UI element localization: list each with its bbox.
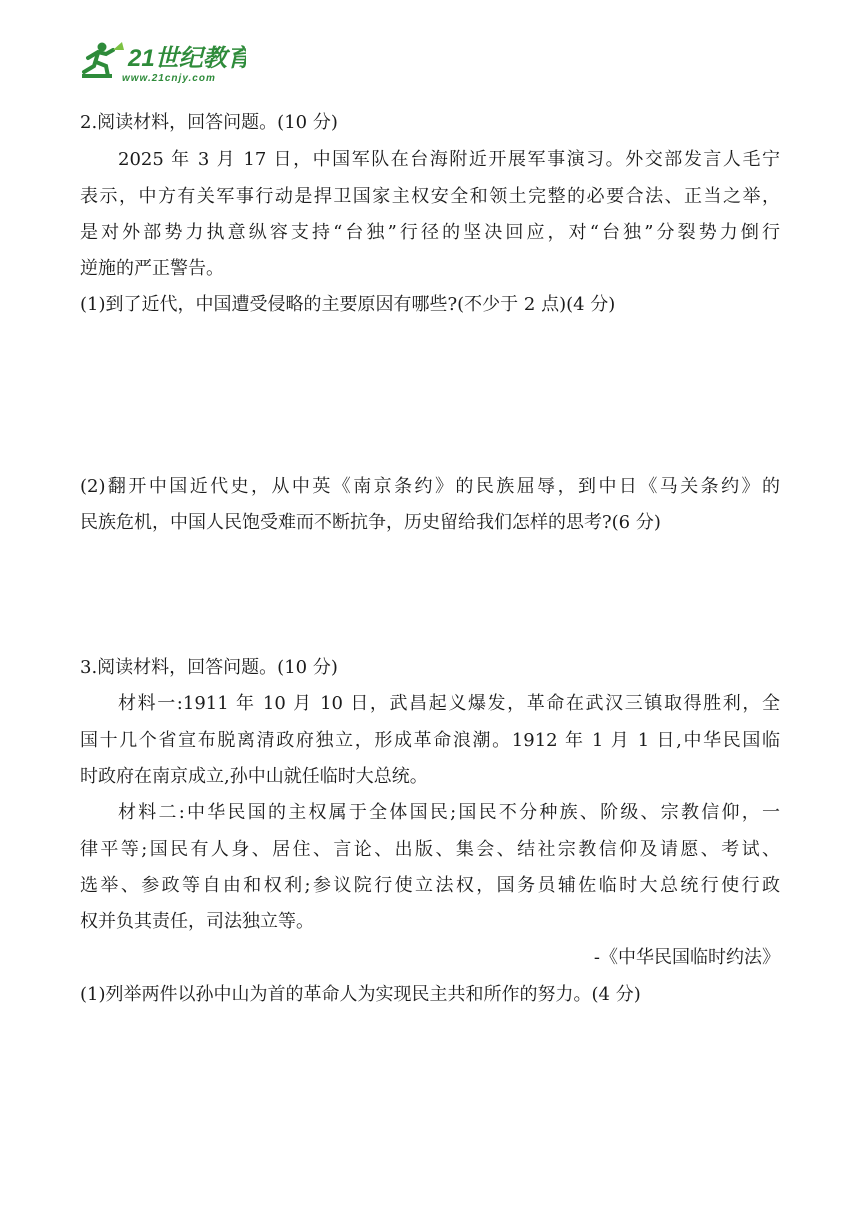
q3-material2-line: 律平等;国民有人身、居住、言论、出版、集会、结社宗教信仰及请愿、考试、: [80, 839, 780, 860]
logo-graphic: [78, 38, 246, 84]
site-logo: [78, 38, 246, 84]
q3-material2-line: 权并负其责任，司法独立等。: [80, 911, 314, 932]
logo-brand-text: 21世纪教育: [128, 45, 246, 72]
q3-material1-line: 时政府在南京成立,孙中山就任临时大总统。: [80, 766, 428, 787]
q3-material2-line: 材料二:中华民国的主权属于全体国民;国民不分种族、阶级、宗教信仰，一: [118, 802, 780, 823]
q3-subquestion-1: (1)列举两件以孙中山为首的革命人为实现民主共和所作的努力。(4 分): [80, 984, 641, 1005]
q2-heading: 2.阅读材料，回答问题。(10 分): [80, 112, 338, 133]
q2-subquestion-1: (1)到了近代，中国遭受侵略的主要原因有哪些?(不少于 2 点)(4 分): [80, 294, 616, 315]
q3-source-citation: -《中华民国临时约法》: [593, 947, 780, 968]
q2-subquestion-2-line: 民族危机，中国人民饱受难而不断抗争，历史留给我们怎样的思考?(6 分): [80, 512, 661, 533]
q2-material-line: 逆施的严正警告。: [80, 258, 224, 279]
q3-material1-line: 国十几个省宣布脱离清政府独立，形成革命浪潮。1912 年 1 月 1 日,中华民国临: [80, 730, 780, 751]
logo-site-text: www.21cnjy.com: [122, 73, 216, 84]
q3-heading: 3.阅读材料，回答问题。(10 分): [80, 657, 338, 678]
q2-material-line: 表示，中方有关军事行动是捍卫国家主权安全和领土完整的必要合法、正当之举，: [80, 186, 780, 207]
runner-icon: [84, 42, 124, 76]
q3-material2-line: 选举、参政等自由和权利;参议院行使立法权，国务员辅佐临时大总统行使行政: [80, 875, 780, 896]
q2-material-line: 2025 年 3 月 17 日，中国军队在台海附近开展军事演习。外交部发言人毛宁: [118, 149, 780, 170]
q3-material1-line: 材料一:1911 年 10 月 10 日，武昌起义爆发，革命在武汉三镇取得胜利，全: [118, 693, 780, 714]
q2-subquestion-2-line: (2)翻开中国近代史，从中英《南京条约》的民族屈辱，到中日《马关条约》的: [80, 476, 780, 497]
q2-material-line: 是对外部势力执意纵容支持“台独”行径的坚决回应，对“台独”分裂势力倒行: [80, 222, 780, 243]
